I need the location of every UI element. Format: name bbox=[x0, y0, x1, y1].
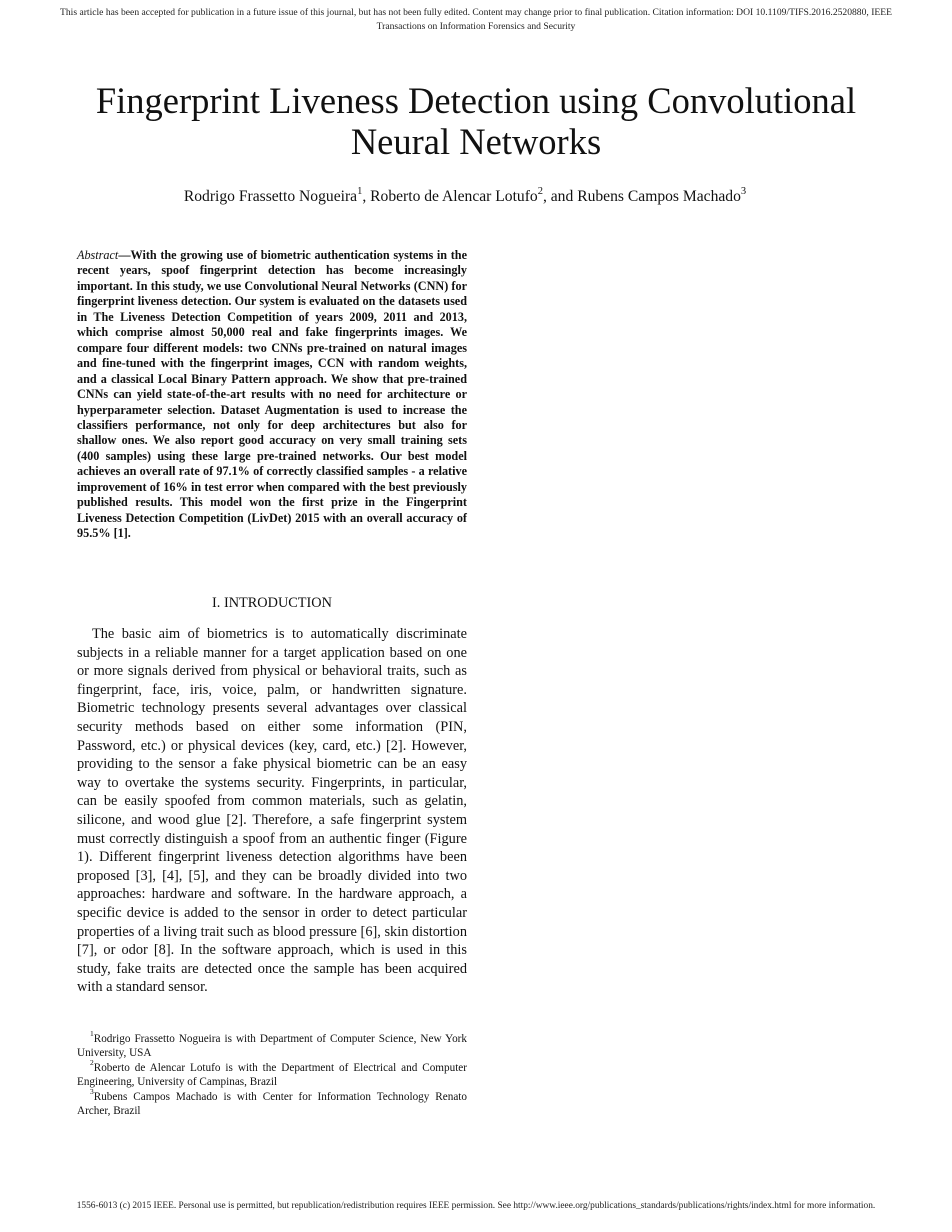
abstract-label: Abstract bbox=[77, 248, 119, 262]
author-affiliation-mark: 2 bbox=[537, 185, 543, 197]
footnote bbox=[77, 1058, 467, 1090]
header-line-2: Transactions on Information Forensics and Security bbox=[376, 20, 576, 32]
author-name: Roberto de Alencar Lotufo bbox=[370, 188, 538, 205]
author-affiliation-mark: 1 bbox=[357, 185, 363, 197]
abstract-text: —With the growing use of biometric authentication systems in the recent years, spoof fingerprint detection has become increasingly important. In this study, we use Convolutional Neural Networks (CNN) for fingerprint liveness detection. Our system is evaluated on the datasets used in The Liveness Detection Competition of years 2009, 2011 and 2013, which comprise almost 50,000 real and fake fingerprints images. We compare four different models: two CNNs pre-trained on natural images and fine-tuned with the fingerprint images, CCN with random weights, and a classical Local Binary Pattern approach. We show that pre-trained CNNs can yield state-of-the-art results with no need for architecture or hyperparameter selection. Dataset Augmentation is used to increase the classifiers performance, not only for deep architectures but also for shallow ones. We also report good accuracy on very small training sets (400 samples) using these large pre-trained networks. Our best model achieves an overall rate of 97.1% of correctly classified samples - a relative improvement of 16% in test error when compared with the best previously published results. This model won the first prize in the Fingerprint Liveness Detection Competition (LivDet) 2015 with an overall accuracy of 95.5% [1]. bbox=[77, 248, 467, 541]
footnote-mark: 1 bbox=[90, 1029, 94, 1039]
footnote-text: Rubens Campos Machado is with Center for Information Technology Renato Archer, Brazil bbox=[77, 1090, 467, 1118]
copyright-footer: 1556-6013 (c) 2015 IEEE. Personal use is permitted, but republication/redistribution requires IEEE permission. See http://www.ieee.org/publications_standards/publications/rights/index.html for more information. bbox=[76, 1201, 876, 1211]
section-heading: I. INTRODUCTION bbox=[212, 595, 332, 611]
paper-title bbox=[40, 80, 912, 162]
footnote-mark: 2 bbox=[90, 1058, 94, 1068]
header-line-1: This article has been accepted for publication in a future issue of this journal, but has not been fully edited. Content may change prior to final publication. Citation information: DOI 10.1109/TIFS.2016.2520880, IEEE bbox=[60, 7, 892, 18]
footnote-mark: 3 bbox=[90, 1086, 94, 1096]
footnote bbox=[77, 1086, 467, 1119]
footnote-text: Roberto de Alencar Lotufo is with the Department of Electrical and Computer Engineering, University of Campinas, Brazil bbox=[77, 1061, 467, 1089]
journal-header bbox=[0, 6, 952, 33]
intro-paragraph: The basic aim of biometrics is to automatically discriminate subjects in a reliable manner for a target application based on one or more signals derived from physical or behavioral traits, such as fingerprint, face, iris, voice, palm, or handwritten signature. Biometric technology presents several advantages over classical security methods based on either some information (PIN, Password, etc.) or physical devices (key, card, etc.) [2]. However, providing to the sensor a fake physical biometric can be an easy way to overtake the systems security. Fingerprints, in particular, can be easily spoofed from common materials, such as gelatin, silicone, and wood glue [2]. Therefore, a safe fingerprint system must correctly distinguish a spoof from an authentic finger (Figure 1). Different fingerprint liveness detection algorithms have been proposed [3], [4], [5], and they can be broadly divided into two approaches: hardware and software. In the hardware approach, a specific device is added to the sensor in order to detect particular properties of a living trait such as blood pressure [6], skin distortion [7], or odor [8]. In the software approach, which is used in this study, fake traits are detected once the sample has been acquired with a standard sensor. bbox=[77, 626, 467, 996]
footnote bbox=[77, 1029, 467, 1061]
footnote-text: Rodrigo Frassetto Nogueira is with Department of Computer Science, New York University, USA bbox=[77, 1033, 467, 1060]
title-line-2: Neural Networks bbox=[350, 121, 602, 162]
author-list bbox=[0, 187, 930, 207]
author-name: Rodrigo Frassetto Nogueira bbox=[183, 188, 358, 205]
title-line-1: Fingerprint Liveness Detection using Convolutional bbox=[95, 80, 857, 121]
author-separator: , and bbox=[542, 188, 578, 205]
author-affiliation-mark: 3 bbox=[740, 185, 747, 197]
author-separator: , bbox=[362, 188, 371, 205]
footnotes bbox=[77, 1029, 467, 1118]
abstract bbox=[77, 248, 467, 542]
author-name: Rubens Campos Machado bbox=[577, 188, 741, 205]
